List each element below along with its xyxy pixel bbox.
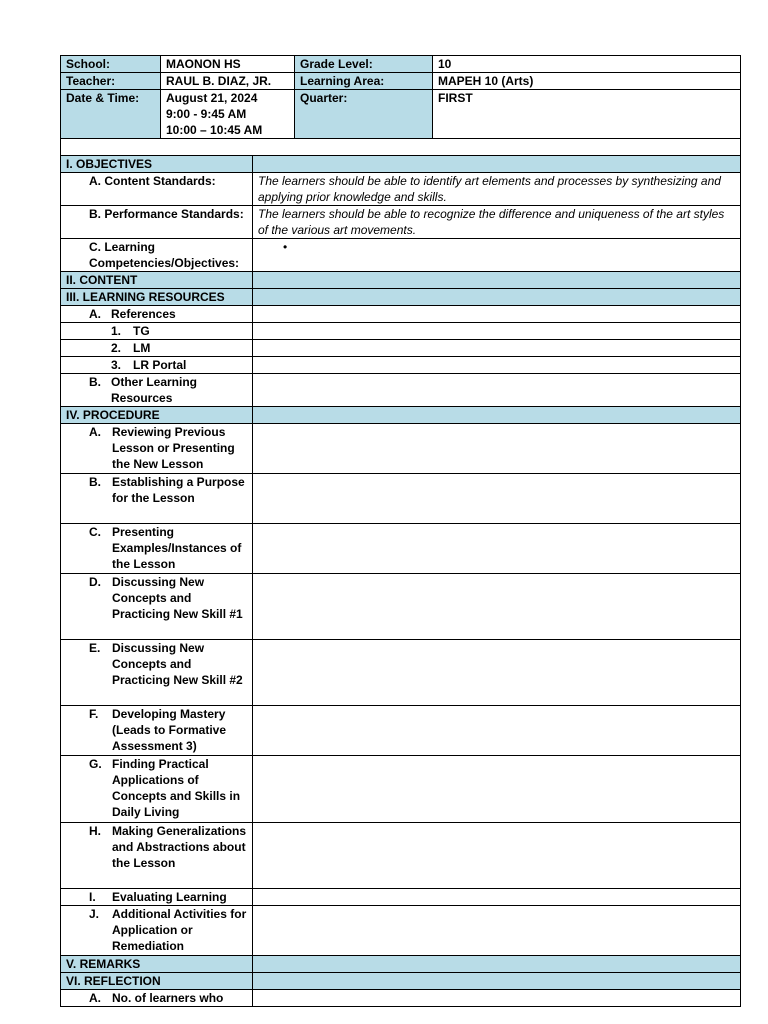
item-number: 3. <box>111 358 122 372</box>
item-label: LR Portal <box>133 358 187 372</box>
quarter-value: FIRST <box>433 90 741 139</box>
section-fill <box>253 956 741 973</box>
step-label: Developing Mastery (Leads to Formative Assessment 3) <box>112 707 227 753</box>
grade-label: Grade Level: <box>295 56 433 73</box>
empty-cell <box>253 524 741 574</box>
procedure-step <box>61 889 253 906</box>
item-label: References <box>111 307 176 321</box>
step-label: Finding Practical Applications of Concepts and Skills in Daily Living <box>112 757 241 819</box>
learning-resources-heading: III. LEARNING RESOURCES <box>61 289 253 306</box>
procedure-step <box>61 524 253 574</box>
objectives-heading: I. OBJECTIVES <box>61 156 253 173</box>
lesson-plan-table <box>60 155 741 1007</box>
date-label: Date & Time: <box>61 90 161 139</box>
step-letter: I. <box>89 890 96 904</box>
performance-standards-label-text: B. Performance Standards: <box>89 207 244 221</box>
school-label: School: <box>61 56 161 73</box>
step-label: Presenting Examples/Instances of the Lesson <box>112 525 242 571</box>
step-letter: C. <box>89 525 101 539</box>
procedure-step <box>61 574 253 640</box>
time-slot-1: 9:00 - 9:45 AM <box>166 107 247 121</box>
step-label: Additional Activities for Application or Remediation <box>112 907 247 953</box>
competencies-bullet: • <box>253 239 741 272</box>
item-label: LM <box>133 341 151 355</box>
empty-cell <box>253 823 741 889</box>
step-letter: H. <box>89 824 101 838</box>
performance-standards-text: The learners should be able to recognize the difference and uniqueness of the art styles of the various art movements. <box>253 206 741 239</box>
grade-value: 10 <box>433 56 741 73</box>
empty-cell <box>253 340 741 357</box>
procedure-step <box>61 823 253 889</box>
spacer-row <box>61 139 741 156</box>
section-fill <box>253 156 741 173</box>
step-letter: E. <box>89 641 101 655</box>
area-value: MAPEH 10 (Arts) <box>433 73 741 90</box>
section-fill <box>253 272 741 289</box>
resource-item-lm <box>61 340 253 357</box>
empty-cell <box>253 374 741 407</box>
step-label: Discussing New Concepts and Practicing New Skill #2 <box>112 641 243 687</box>
remarks-heading: V. REMARKS <box>61 956 253 973</box>
procedure-step <box>61 640 253 706</box>
empty-cell <box>253 706 741 756</box>
item-letter: A. <box>89 991 101 1005</box>
empty-cell <box>253 640 741 706</box>
teacher-label: Teacher: <box>61 73 161 90</box>
resource-item-tg <box>61 323 253 340</box>
procedure-step <box>61 756 253 823</box>
content-standards-text: The learners should be able to identify art elements and processes by synthesizing and applying prior knowledge and skills. <box>253 173 741 206</box>
school-value: MAONON HS <box>161 56 295 73</box>
teacher-value: RAUL B. DIAZ, JR. <box>161 73 295 90</box>
procedure-step <box>61 474 253 524</box>
item-number: 1. <box>111 324 122 338</box>
empty-cell <box>253 357 741 374</box>
item-label: TG <box>133 324 150 338</box>
header-table <box>60 55 741 156</box>
references-label <box>61 306 253 323</box>
reflection-item <box>61 990 253 1007</box>
procedure-step <box>61 906 253 956</box>
content-heading: II. CONTENT <box>61 272 253 289</box>
empty-cell <box>253 574 741 640</box>
empty-cell <box>253 323 741 340</box>
step-letter: B. <box>89 475 101 489</box>
empty-cell <box>253 474 741 524</box>
empty-cell <box>253 306 741 323</box>
item-number: A. <box>89 307 101 321</box>
empty-cell <box>253 990 741 1007</box>
item-number: 2. <box>111 341 122 355</box>
section-fill <box>253 289 741 306</box>
empty-cell <box>253 424 741 474</box>
step-letter: G. <box>89 757 102 771</box>
step-letter: A. <box>89 425 101 439</box>
item-number: B. <box>89 375 101 389</box>
performance-standards-label <box>61 206 253 239</box>
step-letter: D. <box>89 575 101 589</box>
section-fill <box>253 407 741 424</box>
step-label: Reviewing Previous Lesson or Presenting the New Lesson <box>112 425 235 471</box>
date-value: August 21, 2024 <box>166 91 258 105</box>
procedure-heading: IV. PROCEDURE <box>61 407 253 424</box>
date-time-value <box>161 90 295 139</box>
step-label: Making Generalizations and Abstractions about the Lesson <box>112 824 247 870</box>
empty-cell <box>253 756 741 823</box>
procedure-step <box>61 706 253 756</box>
procedure-step <box>61 424 253 474</box>
step-label: Evaluating Learning <box>112 890 227 904</box>
other-resources-label <box>61 374 253 407</box>
step-letter: J. <box>89 907 100 921</box>
area-label: Learning Area: <box>295 73 433 90</box>
time-slot-2: 10:00 – 10:45 AM <box>166 123 263 137</box>
section-fill <box>253 973 741 990</box>
quarter-label: Quarter: <box>295 90 433 139</box>
content-standards-label: A. Content Standards: <box>61 173 253 206</box>
step-label: Establishing a Purpose for the Lesson <box>112 475 245 505</box>
reflection-heading: VI. REFLECTION <box>61 973 253 990</box>
learning-competencies-label: C. Learning Competencies/Objectives: <box>61 239 253 272</box>
empty-cell <box>253 906 741 956</box>
item-label: No. of learners who <box>112 991 224 1005</box>
step-label: Discussing New Concepts and Practicing New Skill #1 <box>112 575 243 621</box>
empty-cell <box>253 889 741 906</box>
resource-item-lr-portal <box>61 357 253 374</box>
step-letter: F. <box>89 707 99 721</box>
item-label: Other Learning Resources <box>111 375 198 405</box>
